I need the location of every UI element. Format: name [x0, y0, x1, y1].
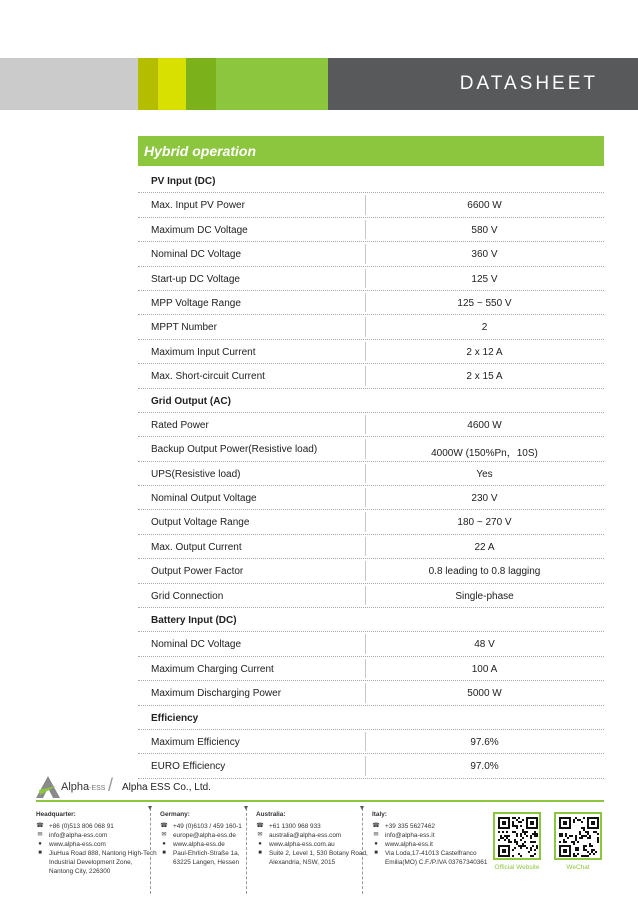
contact-address-line	[36, 849, 157, 858]
contact-region-title: Headquarter:	[36, 811, 76, 818]
contact-email-text: info@alpha-ess.com	[49, 832, 108, 839]
contact-address-line	[256, 849, 368, 858]
spec-value: 360 V	[471, 249, 498, 261]
contact-address-text: JiuHua Road 888, Nantong High-Tech	[49, 850, 157, 857]
group-title: Grid Output (AC)	[151, 395, 231, 407]
header-yellow-stripe	[158, 58, 186, 110]
group-title: PV Input (DC)	[151, 176, 216, 187]
contact-email[interactable]	[256, 831, 368, 840]
contact-email[interactable]	[160, 831, 242, 840]
contact-phone-text: +86 (0)513 806 068 91	[49, 823, 114, 830]
table-row	[138, 340, 604, 364]
contact-address-text: Via Loda,17-41013 Castelfranco	[385, 850, 477, 857]
contact-address-line	[160, 858, 242, 867]
spec-label: Nominal Output Voltage	[151, 493, 257, 505]
contact-web[interactable]	[256, 840, 368, 849]
spec-label: Max. Input PV Power	[151, 200, 245, 212]
mail-icon: ✉	[37, 832, 43, 838]
header-gray-block	[0, 58, 138, 110]
contact-phone-text: +39 335 5627462	[385, 823, 435, 830]
spec-value: 0.8 leading to 0.8 lagging	[428, 566, 541, 578]
spec-label: Start-up DC Voltage	[151, 273, 240, 285]
spec-value: 22 A	[474, 541, 495, 553]
contact-web[interactable]	[36, 840, 157, 849]
contact-email-text: australia@alpha-ess.com	[269, 832, 342, 839]
mail-icon: ✉	[373, 832, 379, 838]
contact-web-text: www.alpha-ess.com.au	[269, 841, 335, 848]
spec-label: Max. Short-circuit Current	[151, 371, 265, 383]
mail-icon: ✉	[161, 832, 167, 838]
spec-value: 125 V	[471, 273, 498, 285]
table-group-header	[138, 389, 604, 413]
table-row	[138, 486, 604, 510]
spec-label: Nominal DC Voltage	[151, 639, 242, 651]
spec-label: Output Power Factor	[151, 566, 244, 578]
contact-address-line	[372, 849, 487, 858]
building-icon: ■	[374, 850, 378, 856]
building-icon: ■	[38, 850, 42, 856]
globe-icon: ●	[162, 841, 166, 847]
header-green-stripe	[186, 58, 216, 110]
header-lightgreen-stripe	[216, 58, 328, 110]
table-row	[138, 559, 604, 583]
phone-icon: ☎	[256, 823, 264, 829]
contact-address-text: Alexandria, NSW, 2015	[269, 859, 336, 866]
contact-region-title: Germany:	[160, 811, 190, 818]
spec-label: Backup Output Power(Resistive load)	[151, 444, 318, 456]
spec-label: Output Voltage Range	[151, 517, 250, 529]
phone-icon: ☎	[36, 823, 44, 829]
table-row	[138, 315, 604, 339]
table-group-header	[138, 706, 604, 730]
spec-value: 230 V	[471, 493, 498, 505]
contact-address-text: 63225 Langen, Hessen	[173, 859, 240, 866]
website-qr-caption: Official Website	[494, 864, 540, 871]
qr-code-icon	[559, 817, 599, 857]
spec-label: EURO Efficiency	[151, 761, 226, 773]
spec-value: 100 A	[471, 663, 498, 675]
table-row	[138, 584, 604, 608]
contact-address-text: Emilia(MO) C.F./P.IVA 03767340361	[385, 859, 488, 866]
contact-address-line	[160, 849, 242, 858]
contact-web[interactable]	[160, 840, 242, 849]
contact-region-title: Italy:	[372, 811, 387, 818]
footer-rule	[36, 800, 604, 802]
contact-phone	[256, 822, 368, 831]
header-band	[0, 58, 638, 110]
contact-address-text: Paul-Ehrlich-Straße 1a,	[173, 850, 240, 857]
spec-label: Rated Power	[151, 419, 209, 431]
contact-email[interactable]	[36, 831, 157, 840]
contact-web-text: www.alpha-ess.it	[385, 841, 433, 848]
spec-value: 97.6%	[470, 736, 499, 748]
group-title: Efficiency	[151, 712, 199, 724]
spec-value: 2 x 15 A	[466, 371, 503, 383]
spec-value: 125 ~ 550 V	[457, 297, 512, 309]
spec-label: Nominal DC Voltage	[151, 249, 242, 261]
table-row	[138, 754, 604, 778]
globe-icon: ●	[258, 841, 262, 847]
section-title-bar	[138, 136, 604, 166]
table-row	[138, 510, 604, 534]
spec-label: UPS(Resistive load)	[151, 468, 241, 480]
table-row	[138, 681, 604, 705]
spec-label: Maximum Efficiency	[151, 736, 240, 748]
contact-region-title: Australia:	[256, 811, 286, 818]
building-icon: ■	[162, 850, 166, 856]
table-row	[138, 632, 604, 656]
contact-separator	[362, 808, 363, 894]
contact-email-text: europe@alpha-ess.de	[173, 832, 236, 839]
group-title: Battery Input (DC)	[151, 615, 237, 627]
contact-phone	[36, 822, 157, 831]
spec-value: Yes	[476, 468, 493, 480]
spec-value: 2	[481, 322, 488, 334]
spec-value: Single-phase	[455, 590, 514, 602]
table-row	[138, 462, 604, 486]
globe-icon: ●	[38, 841, 42, 847]
contact-phone-text: +61 1300 968 933	[269, 823, 321, 830]
globe-icon: ●	[374, 841, 378, 847]
table-row	[138, 413, 604, 437]
spec-label: Max. Output Current	[151, 541, 242, 553]
contact-address-line	[256, 858, 368, 867]
spec-label: Maximum Charging Current	[151, 663, 274, 675]
contact-phone-text: +49 (0)6103 / 459 160-1	[173, 823, 242, 830]
contact-address-text: Nantong City, 226300	[49, 868, 111, 875]
table-row	[138, 267, 604, 291]
alpha-logo-icon	[36, 776, 60, 798]
table-row	[138, 535, 604, 559]
spec-value: 48 V	[474, 639, 495, 651]
spec-table	[138, 169, 604, 779]
contact-separator	[246, 808, 247, 894]
wechat-qr-code[interactable]	[554, 812, 602, 860]
table-row	[138, 657, 604, 681]
phone-icon: ☎	[160, 823, 168, 829]
wechat-qr-caption: WeChat	[566, 864, 590, 871]
table-row	[138, 242, 604, 266]
contact-block	[36, 810, 157, 876]
spec-value: 97.0%	[470, 761, 499, 773]
qr-code-icon	[498, 817, 538, 857]
section-title: Hybrid operation	[144, 143, 257, 159]
table-row	[138, 291, 604, 315]
contact-block	[160, 810, 242, 867]
page-title: DATASHEET	[459, 73, 598, 94]
spec-label: Maximum DC Voltage	[151, 224, 248, 236]
spec-value: 580 V	[471, 224, 498, 236]
website-qr-code[interactable]	[493, 812, 541, 860]
phone-icon: ☎	[372, 823, 380, 829]
contact-block	[256, 810, 368, 867]
table-row	[138, 218, 604, 242]
company-name: Alpha ESS Co., Ltd.	[122, 782, 211, 793]
contact-block	[372, 810, 487, 867]
brand-name: Alpha-ESS	[61, 781, 106, 793]
contact-address-text: Industrial Development Zone,	[49, 859, 133, 866]
contact-address-line	[372, 858, 487, 867]
contact-email[interactable]	[372, 831, 487, 840]
spec-value: 5000 W	[467, 688, 502, 700]
spec-label: Maximum Discharging Power	[151, 688, 282, 700]
spec-value: 6600 W	[467, 200, 502, 212]
mail-icon: ✉	[257, 832, 263, 838]
spec-label: MPPT Number	[151, 322, 217, 334]
contact-phone	[372, 822, 487, 831]
contact-address-text: Suite 2, Level 1, 530 Botany Road,	[269, 850, 368, 857]
spec-label: MPP Voltage Range	[151, 297, 241, 309]
header-olive-stripe	[138, 58, 158, 110]
contact-web-text: www.alpha-ess.de	[173, 841, 225, 848]
contact-email-text: info@alpha-ess.it	[385, 832, 435, 839]
table-group-header	[138, 608, 604, 632]
table-row	[138, 730, 604, 754]
table-row	[138, 364, 604, 388]
spec-value: 180 ~ 270 V	[457, 517, 512, 529]
contact-address-line	[36, 858, 157, 867]
table-row	[138, 193, 604, 217]
spec-value: 4600 W	[467, 419, 502, 431]
contact-phone	[160, 822, 242, 831]
contact-web[interactable]	[372, 840, 487, 849]
contact-separator	[150, 808, 151, 894]
spec-value: 4000W (150%Pn，10S)	[431, 448, 538, 460]
spec-value: 2 x 12 A	[466, 346, 503, 358]
table-row	[138, 437, 604, 461]
table-group-header	[138, 169, 604, 193]
contact-address-line	[36, 867, 157, 876]
building-icon: ■	[258, 850, 262, 856]
contact-web-text: www.alpha-ess.com	[49, 841, 106, 848]
spec-label: Maximum Input Current	[151, 346, 256, 358]
spec-label: Grid Connection	[151, 590, 224, 602]
logo-separator: /	[108, 775, 114, 795]
